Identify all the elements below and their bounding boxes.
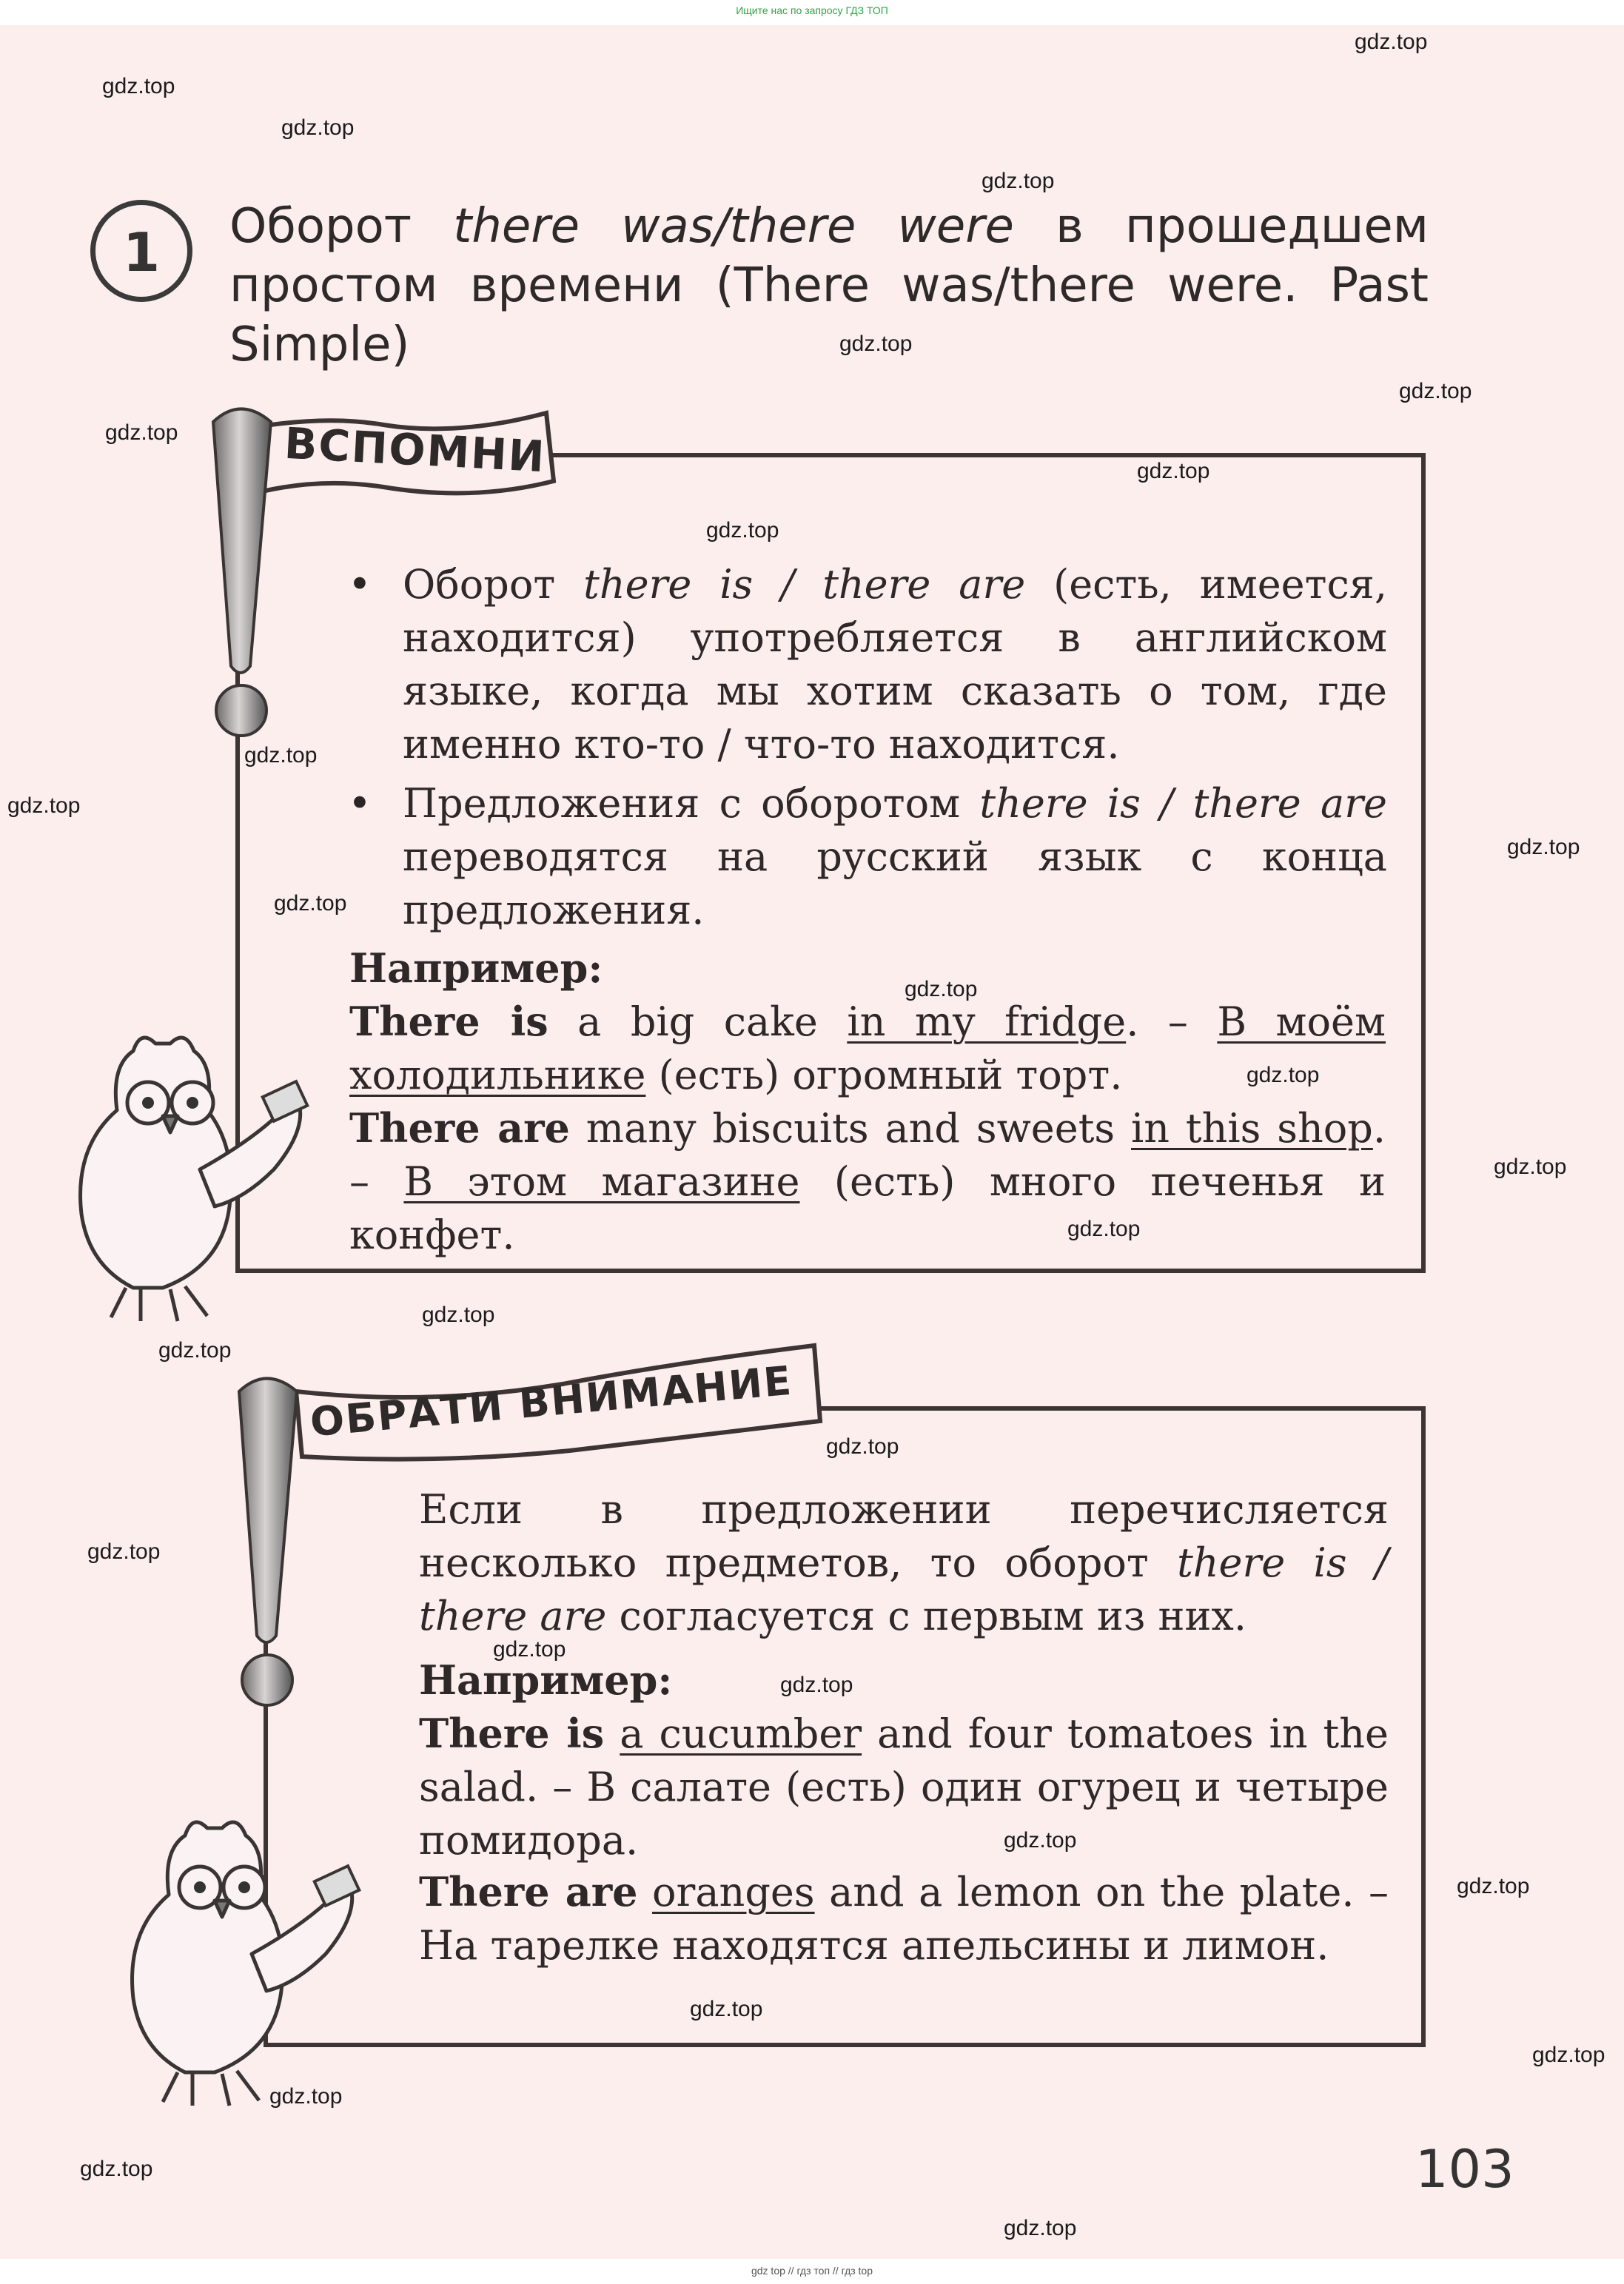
watermark: gdz.top [493, 1637, 566, 1662]
bullet-2-marker: • [348, 780, 372, 827]
watermark: gdz.top [269, 2084, 343, 2109]
rule-text: Предложения с оборотом [403, 780, 980, 827]
example-underlined: a cucumber [620, 1710, 862, 1757]
exclamation-icon [226, 1369, 307, 1717]
example-underlined: В моём холодильнике [349, 998, 1386, 1098]
title-part: Оборот [229, 199, 454, 254]
rule-text: (есть, имеется, находится) употребляется в английском языке, когда мы хотим сказать о том, где именно кто-то / что-то находится. [403, 561, 1387, 768]
example-text: and four tomatoes in the salad. – В салате (есть) один огурец и четыре помидора. [419, 1710, 1389, 1864]
watermark: gdz.top [1532, 2043, 1605, 2067]
watermark: gdz.top [1004, 1828, 1077, 1853]
rule-italic: there is [979, 780, 1141, 827]
rule-2 [403, 777, 1387, 937]
example-text: a big cake [548, 998, 848, 1045]
example-text: many biscuits and sweets [569, 1105, 1131, 1152]
watermark: gdz.top [87, 1539, 161, 1564]
attention-slash: / [1346, 1539, 1389, 1586]
attention-example-2 [419, 1865, 1389, 1972]
bullet-1-marker: • [348, 561, 372, 608]
example-keyword: There is [349, 998, 548, 1045]
example-text: . – [349, 1105, 1386, 1205]
watermark: gdz.top [422, 1303, 495, 1327]
exercise-number: 1 [122, 221, 161, 283]
top-notice: Ищите нас по запросу ГДЗ ТОП [736, 4, 888, 16]
exercise-number-circle [90, 200, 192, 302]
attention-paragraph [419, 1483, 1389, 1643]
bottom-notice-bar [0, 2259, 1624, 2284]
watermark: gdz.top [1246, 1063, 1320, 1087]
watermark: gdz.top [281, 115, 355, 140]
watermark: gdz.top [1004, 2216, 1077, 2240]
example-keyword: There are [349, 1104, 570, 1152]
attention-text: согласуется с первым из них. [606, 1593, 1247, 1639]
title-italic: there was/there were [453, 199, 1014, 254]
remember-banner-label: ВСПОМНИ [283, 417, 547, 483]
owl-icon [30, 1021, 340, 1332]
example-text: and a lemon on the plate. – На тарелке находятся апельсины и лимон. [419, 1869, 1389, 1969]
attention-example-1 [419, 1707, 1389, 1867]
example-underlined: oranges [652, 1869, 815, 1915]
example-space [604, 1710, 620, 1757]
watermark: gdz.top [1494, 1155, 1567, 1179]
watermark: gdz.top [690, 1997, 763, 2021]
attention-italic: there are [419, 1593, 607, 1639]
example-2 [349, 1101, 1386, 1262]
watermark: gdz.top [1399, 379, 1472, 403]
example-label: Например: [419, 1656, 673, 1704]
watermark: gdz.top [158, 1338, 232, 1363]
watermark: gdz.top [839, 332, 913, 356]
watermark: gdz.top [780, 1673, 853, 1697]
watermark: gdz.top [244, 743, 318, 768]
watermark: gdz.top [1067, 1217, 1141, 1241]
example-1 [349, 995, 1386, 1102]
example-underlined: В этом магазине [403, 1158, 800, 1205]
exclamation-icon [200, 400, 281, 748]
watermark: gdz.top [826, 1434, 899, 1459]
watermark: gdz.top [80, 2157, 153, 2181]
rule-text: переводятся на русский язык с конца предложения. [403, 833, 1387, 933]
rule-italic: there are [1192, 780, 1387, 827]
example-underlined: in my fridge [847, 998, 1127, 1045]
watermark: gdz.top [105, 420, 178, 445]
rule-italic: there are [822, 561, 1026, 608]
rule-slash: / [1140, 780, 1193, 827]
watermark: gdz.top [1507, 835, 1580, 859]
watermark: gdz.top [905, 977, 978, 1001]
section-title [229, 197, 1429, 374]
watermark: gdz.top [7, 793, 81, 818]
example-text: (есть) много печенья и конфет. [349, 1158, 1386, 1258]
rule-text: Оборот [403, 561, 584, 608]
watermark: gdz.top [102, 74, 175, 98]
example-keyword: There is [419, 1710, 605, 1757]
attention-text: Если в предложении перечисляется несколько предметов, то оборот [419, 1486, 1389, 1586]
example-text: . – [1126, 998, 1218, 1045]
watermark: gdz.top [706, 518, 779, 543]
example-label: Например: [349, 944, 603, 992]
page-number: 103 [1415, 2139, 1514, 2200]
watermark: gdz.top [1137, 459, 1210, 483]
attention-banner-label: ОБРАТИ ВНИМАНИЕ [308, 1357, 795, 1446]
top-notice-bar [0, 0, 1624, 25]
watermark: gdz.top [1457, 1874, 1530, 1898]
example-keyword: There are [419, 1868, 638, 1915]
rule-1 [403, 558, 1387, 771]
rule-slash: / [753, 561, 823, 608]
bottom-notice: gdz top // гдз топ // гдз top [751, 2265, 873, 2277]
rule-italic: there is [583, 561, 754, 608]
example-underlined: in this shop [1131, 1105, 1373, 1152]
attention-italic: there is [1177, 1539, 1347, 1586]
title-part: в прошедшем простом времени (There was/there were. Past Simple) [229, 199, 1429, 372]
watermark: gdz.top [1355, 30, 1428, 54]
watermark: gdz.top [982, 169, 1055, 193]
example-text: (есть) огромный торт. [645, 1052, 1123, 1098]
watermark: gdz.top [274, 891, 347, 916]
owl-icon [81, 1806, 392, 2117]
example-space [638, 1869, 653, 1915]
